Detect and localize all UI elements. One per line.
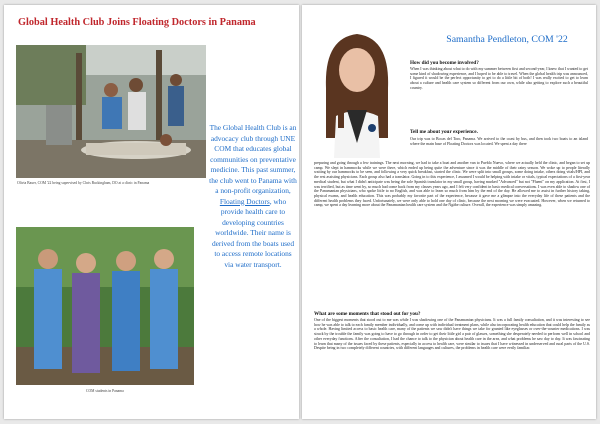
answer-paragraph: preparing and going through a few trainings. The next morning, we had to take a boat and another van to Pueblo Nuevo, where we actually held the clinic, and began to set up camp. We slept in hammocks while we were there, which ended up being quite the adventure since it was the middle of their rainy season. We woke up to people literally waiting by our hammocks to be seen, and following a very quick breakfast, started the clinic. We were split into small groups, some doing intake, others doing vitals/HPI, and the rest assisting physicians. Each group also had a translator. Going in to this experience, I assumed I would be helping with intake or vitals, typical expectations of a first-year medical student, but what I didn't anticipate was being the sole Spanish translator in my small group, having marked "Advanced" but not "Fluent" on my application. At first, I was terrified, but as time went by, so much had come back from my classes years ago, and I felt very confident in basic medical conversations. I was even able to shadow one of the Panamanian physicians, who spoke little to no English, and was able to learn so much from him by the end of the day. He allowed me to assist in further history taking, physical exams, and health education. This was probably my favorite part of the experience, because it gave me a glimpse into the everyday life of these patients and the different health problems they faced. Unfortunately, we were only able to hold one day of clinic, because the next morning we were evacuated. However, when we returned to camp, we spent a day learning more about the Panamanian health care system and the Ngäbe culture. Overall, the experience was simply amazing. — [314, 161, 590, 208]
question-heading: What are some moments that stood out for you? — [314, 311, 421, 317]
students-photo — [16, 227, 194, 385]
answer-paragraph: One of the biggest moments that stood out to me was while I was shadowing one of the Panamanian physicians. It was a full family consultation, and it was interesting to see how he was able to talk to each family member individually, and come up with individual treatment plans, while also incorporating health education that could help the family as a whole. Having limited access to basic health care, many of the patients we saw didn't have things we take for granted like eyeglasses or over-the-counter medications. I was struck by the trouble the family was going to have to go through in order to get their little girl a pair of glasses, something she desperately needed to perform well in school and other everyday functions. After the consultation, I had the chance to talk to the physician about health care in the area, and what problems he saw day to day. It was fascinating to learn that many of the issues faced by these patients, especially in access to health care, were similar to issues that I have witnessed in underserved and rural parts of the U.S. Despite being in two completely different countries, with different languages and cultures, the problems in health care were eerily familiar. — [314, 318, 590, 351]
question-heading: Tell me about your experience. — [410, 129, 478, 135]
left-page — [4, 5, 299, 419]
floating-doctors-link[interactable]: Floating Doctors — [219, 196, 270, 206]
question-heading: How did you become involved? — [410, 60, 479, 66]
profile-title: Samantha Pendleton, COM '22 — [446, 34, 568, 45]
clinic-photo — [16, 45, 206, 178]
answer-paragraph: When I was thinking about what to do with my summer between first and second-year, I knew that I wanted to get some kind of shadowing experience, and I hoped to be able to travel. When the global health trip was announced, I figured it would be the perfect opportunity to get to do a little bit of both! I was really excited to get to learn about a culture and health care system so different from our own, while also getting to explore such a beautiful country. — [410, 67, 588, 90]
right-page — [302, 5, 596, 419]
photo-caption: Olivia Bauer, COM '22 being supervised by Chris Buckingham, DO at a clinic in Panama — [17, 181, 150, 185]
intro-text: The Global Health Club is an advocacy club through UNE COM that educates global communities on preventative medicine. This past summer, the club went to Panama with a non-profit organization, Floating Doctors, who provide health care to developing countries worldwide. Their name is derived from the boats used to access remote locations via water transport. — [209, 123, 297, 269]
photo-caption: COM students in Panama — [86, 389, 124, 393]
article-title: Global Health Club Joins Floating Doctors in Panama — [18, 17, 256, 28]
portrait-photo — [314, 18, 400, 158]
answer-paragraph: Our trip was to Bocas del Toro, Panama. We arrived to the coast by bus, and then took two boats to an island where the main base of Floating Doctors was located. We spent a day there — [410, 137, 588, 146]
